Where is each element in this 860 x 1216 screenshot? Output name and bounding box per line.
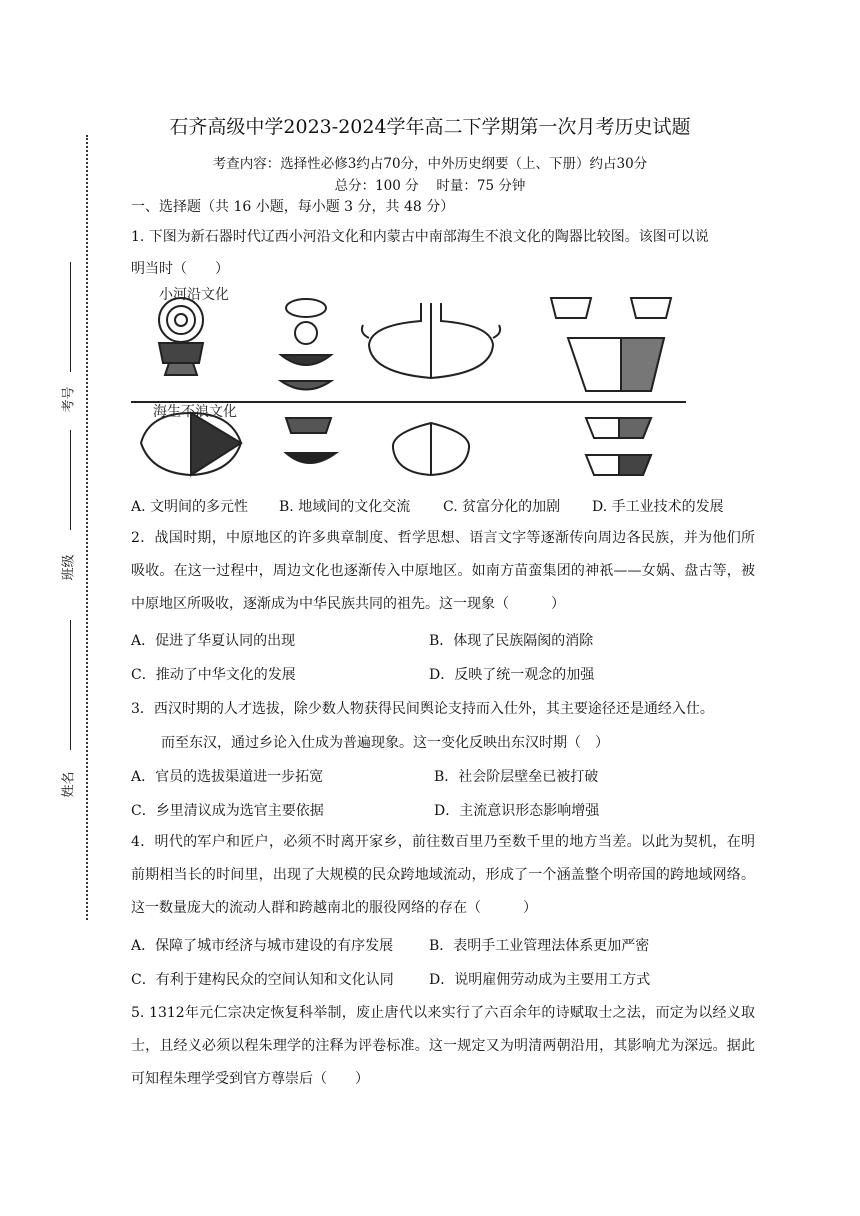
q2-option-b: B．体现了民族隔阂的消除 xyxy=(429,633,594,649)
q2-option-c: C．推动了中华文化的发展 xyxy=(131,667,296,683)
q3-stem-line2: 而至东汉，通过乡论入仕成为普遍现象。这一变化反映出东汉时期（ ） xyxy=(161,735,609,751)
q1-stem-line2: 明当时（ ） xyxy=(131,261,229,277)
q1-option-c: C. 贫富分化的加剧 xyxy=(443,499,561,515)
q3-option-d: D．主流意识形态影响增强 xyxy=(434,803,600,819)
exam-title: 石齐高级中学2023-2024学年高二下学期第一次月考历史试题 xyxy=(169,116,691,138)
q1-option-d: D. 手工业技术的发展 xyxy=(592,499,724,515)
q3-option-c: C．乡里清议成为选官主要依据 xyxy=(131,803,324,819)
pottery-comparison-figure xyxy=(131,283,691,483)
q5-stem: 5. 1312年元仁宗决定恢复科举制，废止唐代以来实行了六百余年的诗赋取士之法，而定为以经义取士，且经义必须以程朱理学的注释为评卷标准。这一规定又为明清两朝沿用，其影响尤为深远。据此可知程朱理学受到官方尊崇后（ ） xyxy=(131,1005,755,1087)
side-label-banji: 班级 xyxy=(61,554,77,581)
q4-stem: 4．明代的军户和匠户，必须不时离开家乡，前往数百里乃至数千里的地方当差。以此为契机，在明前期相当长的时间里，出现了大规模的民众跨地域流动，形成了一个涵盖整个明帝国的跨地域网络。这一数量庞大的流动人群和跨越南北的服役网络的存在（ ） xyxy=(131,834,755,916)
binding-dotted-line xyxy=(86,135,88,920)
q3-option-b: B．社会阶层壁垒已被打破 xyxy=(434,769,599,785)
q2-option-a: A．促进了华夏认同的出现 xyxy=(131,633,296,649)
exam-content: 考查内容：选择性必修3约占70分，中外历史纲要（上、下册）约占30分 xyxy=(212,156,648,172)
q1-stem-line1: 1. 下图为新石器时代辽西小河沿文化和内蒙古中南部海生不浪文化的陶器比较图。该图可以说 xyxy=(131,229,709,245)
q2-option-d: D．反映了统一观念的加强 xyxy=(429,667,595,683)
q2-stem: 2．战国时期，中原地区的许多典章制度、哲学思想、语言文字等逐渐传向周边各民族，并为他们所吸收。在这一过程中，周边文化也逐渐传入中原地区。如南方苗蛮集团的神祇——女娲、盘古等，被中原地区所吸收，逐渐成为中华民族共同的祖先。这一现象（ ） xyxy=(131,530,755,612)
q4-option-b: B．表明手工业管理法体系更加严密 xyxy=(429,938,650,954)
q4-option-a: A．保障了城市经济与城市建设的有序发展 xyxy=(131,938,394,954)
q1-option-b: B. 地域间的文化交流 xyxy=(279,499,411,515)
kaohao-line-lower xyxy=(70,430,71,530)
side-label-kaohao: 考号 xyxy=(61,386,77,413)
q3-stem-line1: 3．西汉时期的人才选拔，除少数人物获得民间舆论支持而入仕外，其主要途径还是通经入仕。 xyxy=(131,701,714,717)
q4-option-c: C．有利于建构民众的空间认知和文化认同 xyxy=(131,972,394,988)
kaohao-line xyxy=(70,262,71,372)
figure-label-top: 小河沿文化 xyxy=(159,287,229,303)
banji-line xyxy=(70,620,71,750)
q1-option-a: A. 文明间的多元性 xyxy=(131,499,249,515)
exam-score-time: 总分：100 分 时量：75 分钟 xyxy=(334,178,526,194)
section-heading: 一、选择题（共 16 小题，每小题 3 分，共 48 分） xyxy=(131,199,455,215)
q3-option-a: A．官员的选拔渠道进一步拓宽 xyxy=(131,769,324,785)
side-label-xingming: 姓名 xyxy=(61,771,77,798)
q4-option-d: D．说明雇佣劳动成为主要用工方式 xyxy=(429,972,651,988)
figure-label-bottom: 海生不浪文化 xyxy=(153,404,237,420)
